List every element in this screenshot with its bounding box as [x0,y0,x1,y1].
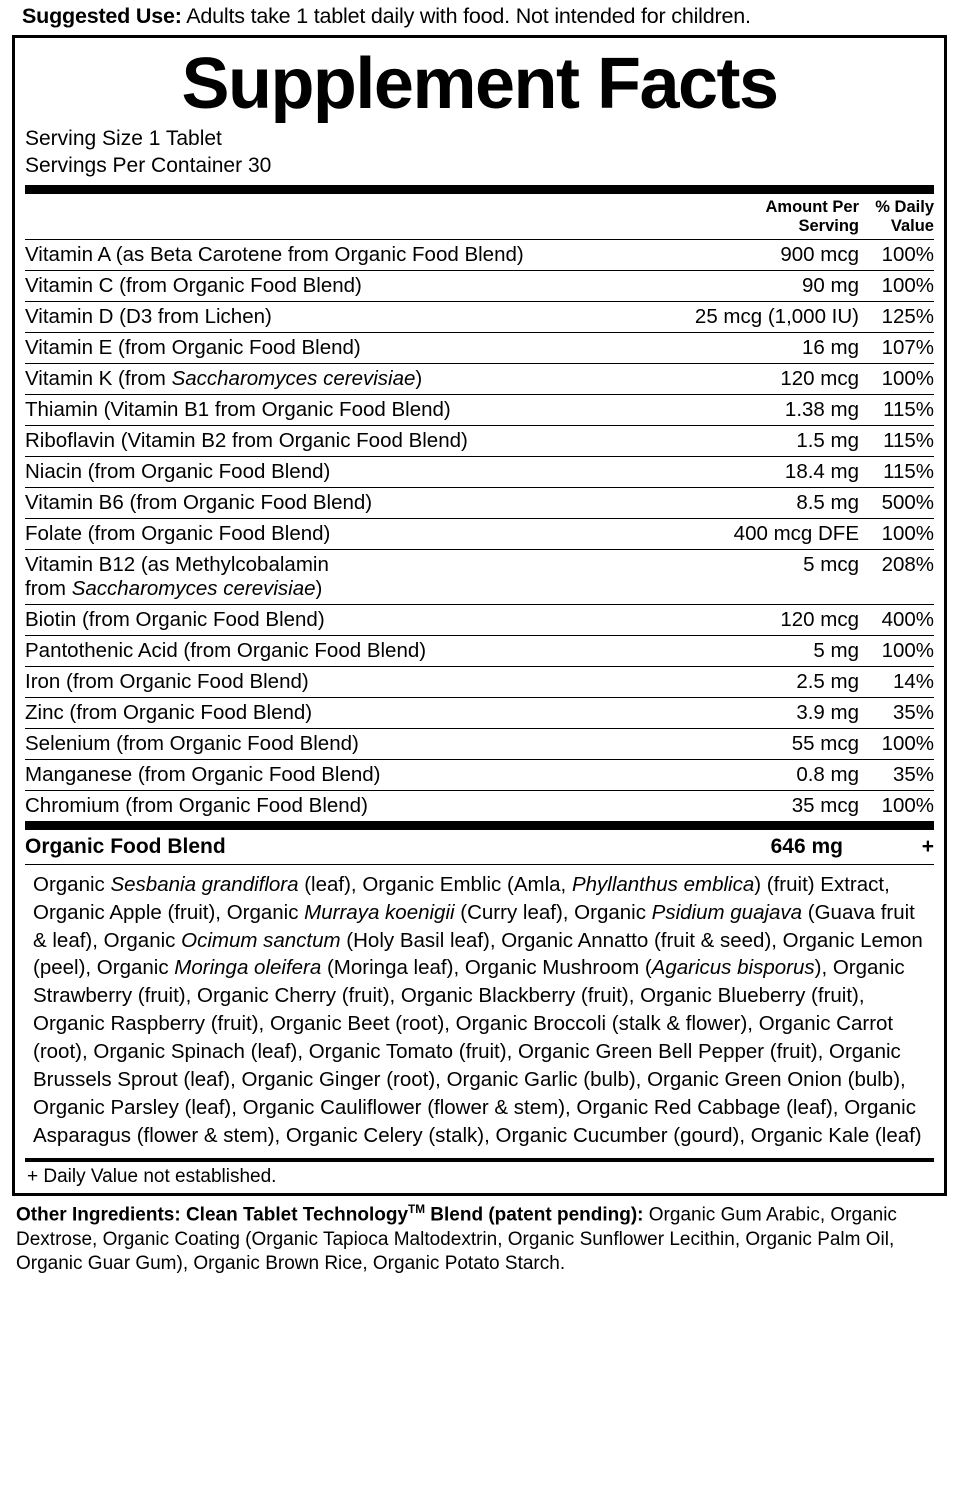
nutrient-dv: 100% [859,635,934,666]
nutrient-name: Selenium (from Organic Food Blend) [25,728,644,759]
nutrient-name: Folate (from Organic Food Blend) [25,518,644,549]
panel-title: Supplement Facts [181,43,778,124]
other-ingredients-label: Other Ingredients: Clean Tablet Technology [16,1203,409,1225]
suggested-use-line [12,0,947,35]
servings-per-container: Servings Per Container 30 [25,153,272,177]
nutrient-dv: 500% [859,487,934,518]
table-row [25,239,934,270]
nutrient-amount: 2.5 mg [644,666,859,697]
table-row [25,790,934,821]
table-row [25,394,934,425]
header-daily-value: % Daily Value [875,198,934,235]
blend-ingredients-text: Organic Sesbania grandiflora (leaf), Organic Emblic (Amla, Phyllanthus emblica) (fruit) Extract, Organic Apple (fruit), Organic Murraya koenigii (Curry leaf), Organic Psidium guajava (Guava fruit & leaf), Organic Ocimum sanctum (Holy Basil leaf), Organic Annatto (fruit & seed), Organic Lemon (peel), Organic Moringa oleifera (Moringa leaf), Organic Mushroom (Agaricus bisporus), Organic Strawberry (fruit), Organic Cherry (fruit), Organic Blackberry (fruit), Organic Blueberry (fruit), Organic Raspberry (fruit), Organic Beet (root), Organic Broccoli (stalk & flower), Organic Carrot (root), Organic Spinach (leaf), Organic Tomato (fruit), Organic Green Bell Pepper (fruit), Organic Brussels Sprout (leaf), Organic Ginger (root), Organic Garlic (bulb), Organic Green Onion (bulb), Organic Parsley (leaf), Organic Cauliflower (flower & stem), Organic Red Cabbage (leaf), Organic Asparagus (flower & stem), Organic Celery (stalk), Organic Cucumber (gourd), Organic Kale (leaf) [33,872,923,1147]
table-row [25,635,934,666]
nutrient-amount: 90 mg [644,270,859,301]
nutrient-dv: 35% [859,759,934,790]
nutrient-name: Chromium (from Organic Food Blend) [25,790,644,821]
nutrient-amount: 35 mcg [644,790,859,821]
nutrient-dv: 400% [859,604,934,635]
nutrient-dv: 107% [859,332,934,363]
nutrient-amount: 400 mcg DFE [644,518,859,549]
header-amount-per-serving: Amount Per Serving [765,198,859,235]
other-ingredients-label2: Blend (patent pending): [425,1203,644,1225]
nutrient-amount: 0.8 mg [644,759,859,790]
serving-size: Serving Size 1 Tablet [25,126,222,150]
table-row [25,759,934,790]
nutrient-name: Biotin (from Organic Food Blend) [25,604,644,635]
nutrient-amount: 16 mg [644,332,859,363]
nutrient-dv: 115% [859,456,934,487]
blend-name: Organic Food Blend [25,834,226,858]
nutrient-dv: 100% [859,518,934,549]
other-ingredients-text: Organic Gum Arabic, Organic Dextrose, Organic Coating (Organic Tapioca Maltodextrin, Organic Sunflower Lecithin, Organic Palm Oil, Organic Guar Gum), Organic Brown Rice, Organic Potato Starch. [16,1203,897,1275]
table-row [25,549,934,604]
other-ingredients-line [12,1196,947,1277]
table-row [25,728,934,759]
table-row [25,456,934,487]
nutrient-name: Pantothenic Acid (from Organic Food Blend) [25,635,644,666]
panel-divider-thick-blend [25,821,934,830]
nutrient-name: Vitamin C (from Organic Food Blend) [25,270,644,301]
nutrient-dv: 14% [859,666,934,697]
supplement-facts-panel [12,35,947,1196]
nutrient-dv: 100% [859,239,934,270]
nutrient-amount: 8.5 mg [644,487,859,518]
blend-dv: + [921,834,934,858]
nutrient-dv: 125% [859,301,934,332]
nutrient-amount: 120 mcg [644,363,859,394]
nutrient-amount: 55 mcg [644,728,859,759]
table-row [25,666,934,697]
table-row [25,697,934,728]
nutrient-amount: 900 mcg [644,239,859,270]
nutrient-name: Niacin (from Organic Food Blend) [25,456,644,487]
blend-amount: 646 mg [770,834,843,858]
nutrient-name: Manganese (from Organic Food Blend) [25,759,644,790]
nutrient-dv: 100% [859,270,934,301]
table-row [25,301,934,332]
nutrient-amount: 25 mcg (1,000 IU) [644,301,859,332]
nutrient-name: Riboflavin (Vitamin B2 from Organic Food Blend) [25,425,644,456]
nutrient-dv: 115% [859,394,934,425]
nutrient-dv: 100% [859,790,934,821]
nutrient-dv: 208% [859,549,934,604]
table-row [25,332,934,363]
table-row [25,425,934,456]
nutrient-dv: 115% [859,425,934,456]
nutrient-name: Vitamin A (as Beta Carotene from Organic Food Blend) [25,239,644,270]
nutrient-amount: 3.9 mg [644,697,859,728]
nutrient-name: Vitamin B6 (from Organic Food Blend) [25,487,644,518]
nutrient-name: Vitamin D (D3 from Lichen) [25,301,644,332]
table-row [25,518,934,549]
nutrient-amount: 5 mg [644,635,859,666]
suggested-use-label: Suggested Use: [22,4,182,28]
table-row [25,487,934,518]
nutrient-dv: 100% [859,728,934,759]
nutrient-amount: 5 mcg [644,549,859,604]
table-header-row [25,194,934,239]
suggested-use-text: Adults take 1 tablet daily with food. Not intended for children. [181,4,751,28]
nutrient-table [25,194,934,820]
serving-info [25,126,934,186]
nutrient-amount: 120 mcg [644,604,859,635]
nutrient-amount: 18.4 mg [644,456,859,487]
table-row [25,270,934,301]
nutrient-name: Vitamin E (from Organic Food Blend) [25,332,644,363]
nutrient-name: Vitamin B12 (as Methylcobalamin from Saccharomyces cerevisiae) [25,549,644,604]
header-spacer [25,194,644,239]
nutrient-dv: 35% [859,697,934,728]
table-row [25,363,934,394]
daily-value-footnote: + Daily Value not established. [27,1165,277,1187]
nutrient-name: Thiamin (Vitamin B1 from Organic Food Blend) [25,394,644,425]
nutrient-dv: 100% [859,363,934,394]
panel-divider-thick-top [25,185,934,194]
table-row [25,604,934,635]
nutrient-amount: 1.5 mg [644,425,859,456]
nutrient-amount: 1.38 mg [644,394,859,425]
nutrient-name: Iron (from Organic Food Blend) [25,666,644,697]
organic-food-blend-row [25,830,934,864]
nutrient-name: Zinc (from Organic Food Blend) [25,697,644,728]
nutrient-name: Vitamin K (from Saccharomyces cerevisiae) [25,363,644,394]
trademark-symbol: TM [408,1202,426,1216]
